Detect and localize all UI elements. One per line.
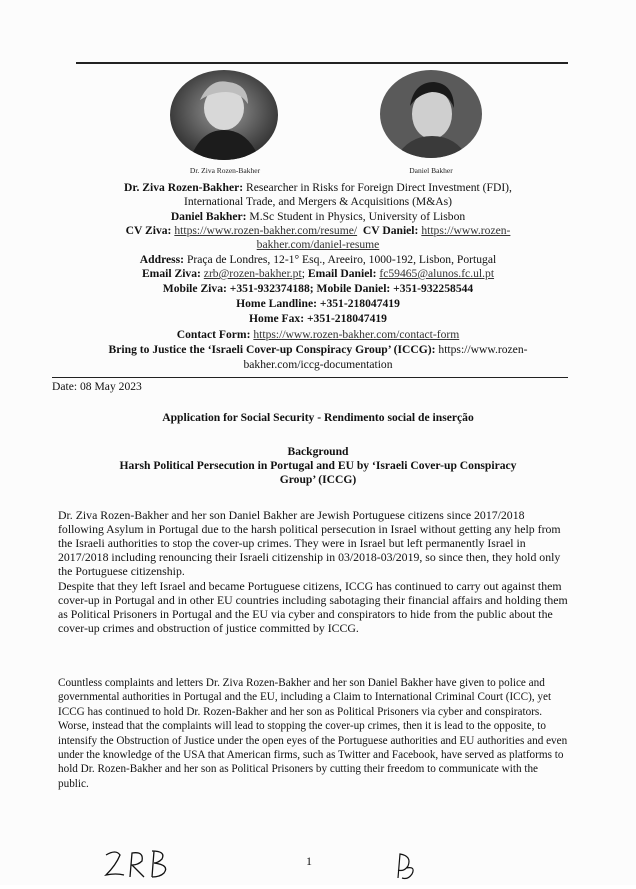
address-line — [40, 253, 596, 267]
iccg-label: Bring to Justice the ‘Israeli Cover-up Conspiracy Group’ (ICCG): — [108, 343, 436, 356]
email-line: Email Ziva: zrb@rozen-bakher.pt; Email Daniel: fc59465@alunos.fc.ul.pt — [141, 267, 495, 280]
mobile-text: Mobile Ziva: +351-932374188; Mobile Daniel: +351-932258544 — [162, 282, 474, 295]
signature-left — [102, 845, 182, 886]
contact-label: Contact Form: — [176, 328, 251, 341]
address-value: Praça de Londres, 12-1° Esq., Areeiro, 1000-192, Lisbon, Portugal — [186, 253, 497, 266]
email-daniel-link[interactable]: fc59465@alunos.fc.ul.pt — [379, 267, 495, 280]
landline-line — [40, 297, 596, 311]
daniel-desc: M.Sc Student in Physics, University of Lisbon — [249, 210, 466, 223]
landline-text: Home Landline: +351-218047419 — [236, 297, 400, 310]
mobile-line — [40, 282, 596, 296]
subheading-line-1: Harsh Political Persecution in Portugal and EU by ‘Israeli Cover-up Conspiracy — [119, 459, 517, 472]
cv-ziva-label: CV Ziva: — [125, 224, 172, 237]
iccg-line — [40, 343, 596, 357]
daniel-caption: Daniel Bakher — [409, 166, 453, 175]
cv-line-2 — [40, 238, 596, 252]
cv-daniel-link-part-1[interactable]: https://www.rozen- — [421, 224, 511, 237]
page-number: 1 — [306, 854, 312, 868]
email-ziva-label: Email Ziva: — [141, 267, 201, 280]
subheading-line-2: Group’ (ICCG) — [279, 473, 357, 486]
signature-right — [392, 848, 422, 889]
email-ziva-link[interactable]: zrb@rozen-bakher.pt — [203, 267, 302, 280]
cv-ziva-link[interactable]: https://www.rozen-bakher.com/resume/ — [174, 224, 358, 237]
iccg-link-part-1[interactable]: https://www.rozen- — [438, 343, 528, 356]
ziva-title-line-1 — [40, 181, 596, 195]
iccg-line-2 — [40, 358, 596, 372]
paragraph-3: Countless complaints and letters Dr. Ziva Rozen-Bakher and her son Daniel Bakher have given to police and governmental authorities in Portugal and the EU, including a Claim to International Criminal Court (ICC), yet ICCG has continued to hold Dr. Rozen-Bakher and her son as Political Prisoners via cyber and conspirators. Worse, instead that the complaints will lead to stopping the cover-up crimes, then it is lead to the opposite, to intensify the Obstruction of Justice under the open eyes of the Portuguese authorities and EU authorities and even under the knowledge of the USA that American firms, such as Twitter and Facebook, have served as platforms to hold Dr. Rozen-Bakher and her son as Political Prisoners by cutting their freedom to communicate with the public. — [58, 677, 568, 790]
contact-form-link[interactable]: https://www.rozen-bakher.com/contact-form — [253, 328, 460, 341]
cv-line — [40, 224, 596, 238]
top-rule — [76, 62, 568, 64]
paragraph-2: Despite that they left Israel and became Portuguese citizens, ICCG has continued to carry out against them cover-up in Portugal and in other EU countries including sabotaging their financial affairs and holding them as Political Prisoners in Portugal and the EU via cyber and conspirators to hide from the public about the cover-up crimes and obstruction of justice committed by ICCG. — [58, 579, 568, 635]
header-bottom-rule — [52, 377, 568, 378]
paragraph-1: Dr. Ziva Rozen-Bakher and her son Daniel Bakher are Jewish Portuguese citizens since 2017/2018 following Asylum in Portugal due to the harsh political persecution in Israel without getting any help from the Israeli authorities to stop the cover-up crimes. They were in Israel but left permanently Israel in 2017/2018 including renouncing their Israeli citizenship in 03/2018-03/2019, so since then, they hold only the Portuguese citizenship. — [58, 508, 561, 578]
ziva-title-line-2 — [40, 195, 596, 209]
document-date: Date: 08 May 2023 — [52, 380, 142, 393]
contact-line — [40, 328, 596, 342]
fax-text: Home Fax: +351-218047419 — [249, 312, 387, 325]
ziva-desc-2: International Trade, and Mergers & Acquisitions (M&As) — [183, 195, 453, 208]
daniel-title-line — [40, 210, 596, 224]
email-daniel-label: Email Daniel: — [307, 267, 377, 280]
cv-daniel-label: CV Daniel: — [362, 224, 419, 237]
cv-daniel-link-part-2[interactable]: bakher.com/daniel-resume — [256, 238, 380, 251]
fax-line — [40, 312, 596, 326]
daniel-name: Daniel Bakher: — [170, 210, 247, 223]
ziva-caption: Dr. Ziva Rozen-Bakher — [189, 166, 261, 175]
ziva-desc-1: Researcher in Risks for Foreign Direct Investment (FDI), — [246, 181, 512, 194]
daniel-photo — [380, 70, 482, 158]
document-title: Application for Social Security - Rendimento social de inserção — [162, 411, 474, 424]
background-heading: Background — [287, 445, 349, 458]
ziva-photo — [170, 70, 278, 160]
iccg-link-part-2[interactable]: bakher.com/iccg-documentation — [243, 358, 393, 371]
ziva-name: Dr. Ziva Rozen-Bakher: — [124, 181, 244, 194]
address-label: Address: — [139, 253, 185, 266]
